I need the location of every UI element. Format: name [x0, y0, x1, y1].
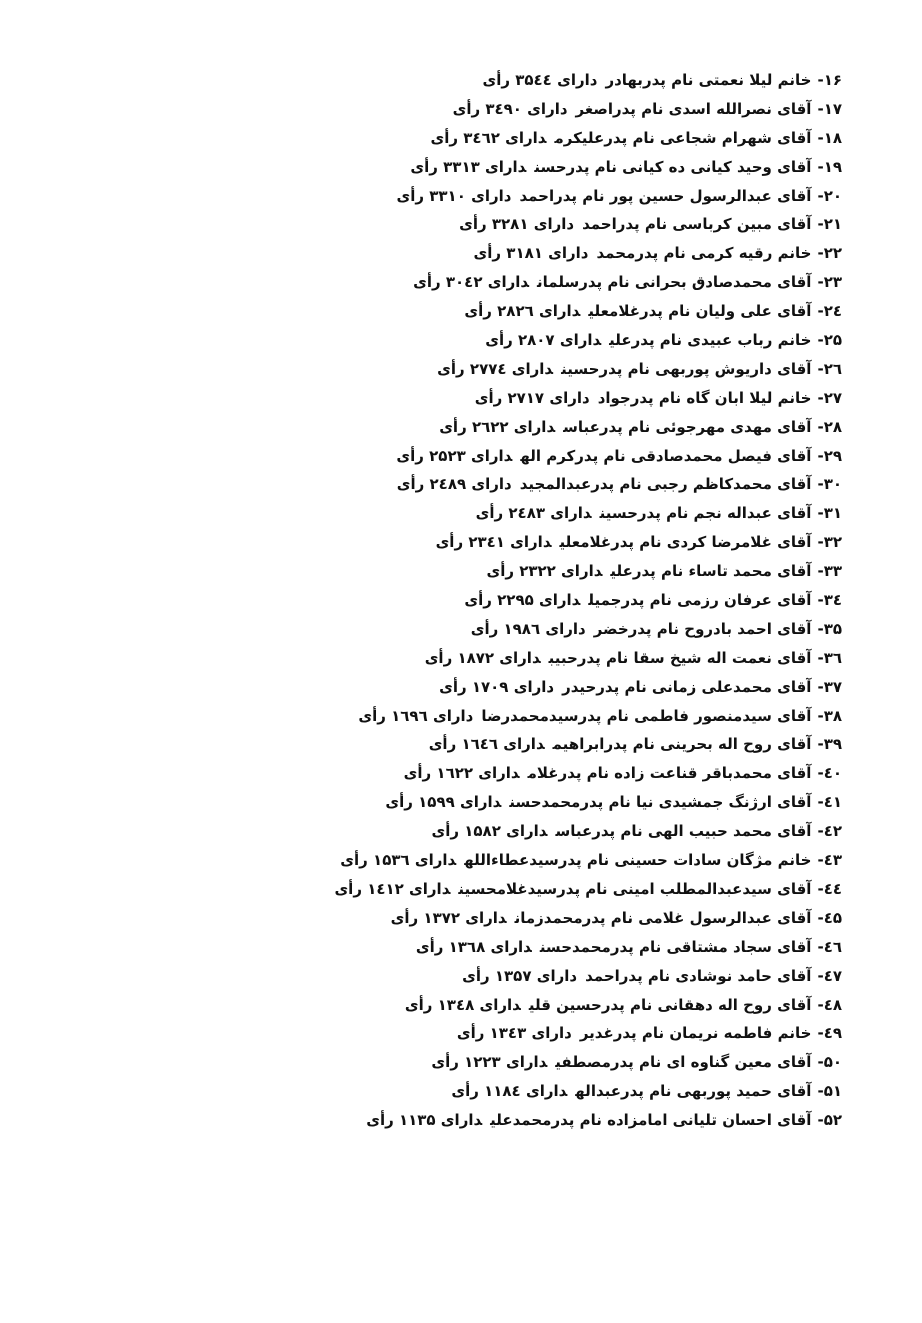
vote-count: دارای ۲٤۸۳ رأی	[475, 504, 592, 523]
candidate-name: آقای محمد تاساء نام پدرعلی	[610, 562, 812, 581]
list-item	[282, 586, 842, 615]
list-item	[282, 499, 842, 528]
item-number: ۲۳-	[817, 273, 842, 292]
list-item	[282, 182, 842, 211]
item-number: ۲۸-	[817, 417, 842, 436]
item-number: ۲۰-	[817, 186, 842, 205]
list-item	[282, 355, 842, 384]
vote-count: دارای ۱٦۲۲ رأی	[403, 764, 520, 783]
item-number: ۳۱-	[817, 504, 842, 523]
list-item	[282, 1048, 842, 1077]
vote-count: دارای ۱۱۸٤ رأی	[451, 1082, 568, 1101]
item-number: ۱۸-	[817, 128, 842, 147]
list-item	[282, 730, 842, 759]
vote-count: دارای ۱۷۰۹ رأی	[439, 677, 555, 696]
candidate-name: آقای روح اله دهقانی نام پدرحسین قلی	[528, 995, 812, 1014]
item-number: ۵۰-	[817, 1053, 842, 1072]
candidate-name: آقای مبین کرباسی نام پدراحمد	[582, 215, 812, 234]
list-item	[282, 528, 842, 557]
list-item	[282, 759, 842, 788]
vote-count: دارای ۱۳٦۸ رأی	[415, 937, 532, 956]
item-number: ۳۳-	[817, 562, 842, 581]
list-item	[282, 991, 842, 1020]
candidate-name: خانم رقیه کرمی نام پدرمحمد	[596, 244, 812, 263]
item-number: ۳۸-	[817, 706, 842, 725]
vote-count: دارای ۱۳٤۸ رأی	[404, 995, 521, 1014]
candidate-name: آقای عبداله نجم نام پدرحسین	[599, 504, 812, 523]
list-item	[282, 1106, 842, 1135]
list-item	[282, 557, 842, 586]
candidate-name: آقای معین گناوه ای نام پدرمصطفی	[555, 1053, 812, 1072]
list-item	[282, 904, 842, 933]
candidate-name: آقای نعمت اله شیخ سقا نام پدرحبیب	[548, 648, 812, 667]
candidate-name: آقای احمد بادروح نام پدرخضر	[593, 619, 812, 638]
list-item	[282, 268, 842, 297]
candidate-name: آقای سیدمنصور فاطمی نام پدرسیدمحمدرضا	[481, 706, 812, 725]
list-item	[282, 673, 842, 702]
item-number: ۳۲-	[817, 533, 842, 552]
candidate-name: آقای شهرام شجاعی نام پدرعلیکرم	[554, 128, 812, 147]
list-item	[282, 962, 842, 991]
vote-count: دارای ۱۳۷۲ رأی	[390, 908, 507, 927]
candidate-name: آقای احسان تلیانی امامزاده نام پدرمحمدعلی	[490, 1111, 812, 1130]
item-number: ٤٤-	[817, 879, 842, 898]
item-number: ۲۲-	[817, 244, 842, 263]
item-number: ۳۰-	[817, 475, 842, 494]
item-number: ۲٤-	[817, 302, 842, 321]
candidate-name: آقای محمد حبیب الهی نام پدرعباس	[555, 822, 812, 841]
list-item	[282, 210, 842, 239]
vote-count: دارای ۱٦٤٦ رأی	[428, 735, 545, 754]
item-number: ۵۲-	[817, 1111, 842, 1130]
item-number: ۲۷-	[817, 388, 842, 407]
list-item	[282, 846, 842, 875]
list-item	[282, 326, 842, 355]
list-item	[282, 239, 842, 268]
item-number: ۲٦-	[817, 359, 842, 378]
vote-count: دارای ۱۵۹۹ رأی	[385, 793, 502, 812]
candidate-name: آقای سیدعبدالمطلب امینی نام پدرسیدغلامحسین	[458, 879, 812, 898]
item-number: ٤۲-	[817, 822, 842, 841]
vote-count: دارای ۱۵۸۲ رأی	[431, 822, 548, 841]
vote-count: دارای ۲۳۲۲ رأی	[486, 562, 603, 581]
vote-count: دارای ۱۲۲۳ رأی	[431, 1053, 548, 1072]
candidate-name: آقای نصرالله اسدی نام پدراصغر	[575, 99, 812, 118]
vote-count: دارای ۱٤۱۲ رأی	[334, 879, 451, 898]
candidate-name: خانم مژگان سادات حسینی نام پدرسیدعطاءالله	[464, 851, 812, 870]
candidate-name: آقای علی ولیان نام پدرغلامعلی	[588, 302, 812, 321]
item-number: ٤٦-	[817, 937, 842, 956]
list-item	[282, 297, 842, 326]
item-number: ۲۵-	[817, 331, 842, 350]
item-number: ٤۰-	[817, 764, 842, 783]
candidate-name: آقای روح اله بحرینی نام پدرابراهیم	[552, 735, 812, 754]
list-item	[282, 66, 842, 95]
vote-count: دارای ۱۸۷۲ رأی	[424, 648, 541, 667]
list-item	[282, 470, 842, 499]
list-item	[282, 413, 842, 442]
item-number: ٤۱-	[817, 793, 842, 812]
candidate-name: آقای ارژنگ جمشیدی نیا نام پدرمحمدحسن	[509, 793, 812, 812]
list-item	[282, 1077, 842, 1106]
list-item	[282, 875, 842, 904]
item-number: ۱۹-	[817, 157, 842, 176]
vote-count: دارای ۲۷۱۷ رأی	[474, 388, 590, 407]
vote-count: دارای ۳۱۸۱ رأی	[473, 244, 589, 263]
candidate-name: آقای محمدباقر قناعت زاده نام پدرغلام	[527, 764, 812, 783]
vote-count: دارای ۳٤٦۲ رأی	[430, 128, 547, 147]
list-item	[282, 817, 842, 846]
vote-count: دارای ۳۰٤۲ رأی	[413, 273, 530, 292]
item-number: ٤۵-	[817, 908, 842, 927]
vote-count: دارای ۱۵۳٦ رأی	[340, 851, 457, 870]
item-number: ۱۶-	[817, 71, 842, 89]
candidate-name: خانم رباب عبیدی نام پدرعلی	[609, 331, 812, 350]
list-item	[282, 95, 842, 124]
item-number: ٤۸-	[817, 995, 842, 1014]
item-number: ۱۷-	[817, 99, 842, 118]
vote-count: دارای ۲۸۰۷ رأی	[485, 331, 602, 350]
list-item	[282, 384, 842, 413]
item-number: ٤۹-	[817, 1024, 842, 1043]
vote-count: دارای ۲۸۲٦ رأی	[464, 302, 581, 321]
candidate-name: خانم لیلا ابان گاه نام پدرجواد	[597, 388, 812, 407]
list-item	[282, 153, 842, 182]
candidate-name: خانم لیلا نعمتی نام پدربهادر	[605, 71, 812, 89]
candidate-name: آقای عبدالرسول غلامی نام پدرمحمدزمان	[514, 908, 812, 927]
candidate-name: آقای عرفان رزمی نام پدرجمیل	[588, 591, 812, 610]
vote-count: دارای ۲۷۷٤ رأی	[437, 359, 554, 378]
item-number: ۲۹-	[817, 446, 842, 465]
vote-count: دارای ۳۳۱۰ رأی	[396, 186, 512, 205]
candidate-name: آقای وحید کیانی ده کیانی نام پدرحسن	[534, 157, 812, 176]
vote-count: دارای ۱۳٤۳ رأی	[456, 1024, 572, 1043]
item-number: ۳٤-	[817, 591, 842, 610]
vote-count: دارای ۳۵٤٤ رأی	[482, 71, 598, 89]
candidate-list	[282, 66, 842, 1135]
vote-count: دارای ۲۲۹۵ رأی	[464, 591, 581, 610]
vote-count: دارای ۳۳۱۳ رأی	[410, 157, 527, 176]
candidate-name: آقای حامد نوشادی نام پدراحمد	[585, 966, 812, 985]
vote-count: دارای ۱۱۳۵ رأی	[366, 1111, 483, 1130]
item-number: ۳۹-	[817, 735, 842, 754]
vote-count: دارای ۳۲۸۱ رأی	[459, 215, 575, 234]
vote-count: دارای ۲٤۸۹ رأی	[396, 475, 512, 494]
item-number: ٤۷-	[817, 966, 842, 985]
item-number: ۲۱-	[817, 215, 842, 234]
vote-count: دارای ۲۵۲۳ رأی	[396, 446, 513, 465]
vote-count: دارای ۱٦۹٦ رأی	[358, 706, 474, 725]
list-item	[282, 644, 842, 673]
candidate-name: آقای محمدعلی زمانی نام پدرحیدر	[562, 677, 812, 696]
list-item	[282, 442, 842, 471]
vote-count: دارای ۳٤۹۰ رأی	[452, 99, 568, 118]
item-number: ٤۳-	[817, 851, 842, 870]
item-number: ۳۵-	[817, 619, 842, 638]
candidate-name: آقای داریوش پوربهی نام پدرحسین	[561, 359, 812, 378]
candidate-name: آقای محمدصادق بحرانی نام پدرسلمان	[537, 273, 812, 292]
candidate-name: آقای محمدکاظم رجبی نام پدرعبدالمجید	[519, 475, 812, 494]
candidate-name: آقای عبدالرسول حسین پور نام پدراحمد	[519, 186, 812, 205]
vote-count: دارای ۱۳۵۷ رأی	[462, 966, 578, 985]
vote-count: دارای ۲۳٤۱ رأی	[435, 533, 552, 552]
candidate-name: آقای غلامرضا کردی نام پدرغلامعلی	[559, 533, 812, 552]
candidate-name: آقای مهدی مهرجوئی نام پدرعباس	[563, 417, 812, 436]
candidate-name: آقای فیصل محمدصادقی نام پدرکرم اله	[520, 446, 812, 465]
vote-count: دارای ۱۹۸٦ رأی	[470, 619, 586, 638]
list-item	[282, 933, 842, 962]
list-item	[282, 788, 842, 817]
list-item	[282, 124, 842, 153]
list-item	[282, 702, 842, 731]
candidate-name: خانم فاطمه نریمان نام پدرغدیر	[579, 1024, 812, 1043]
vote-count: دارای ۲٦۲۲ رأی	[439, 417, 556, 436]
item-number: ۳٦-	[817, 648, 842, 667]
item-number: ۵۱-	[817, 1082, 842, 1101]
candidate-name: آقای حمید پوربهی نام پدرعبداله	[575, 1082, 812, 1101]
list-item	[282, 1019, 842, 1048]
item-number: ۳۷-	[817, 677, 842, 696]
candidate-name: آقای سجاد مشتاقی نام پدرمحمدحسن	[539, 937, 812, 956]
list-item	[282, 615, 842, 644]
